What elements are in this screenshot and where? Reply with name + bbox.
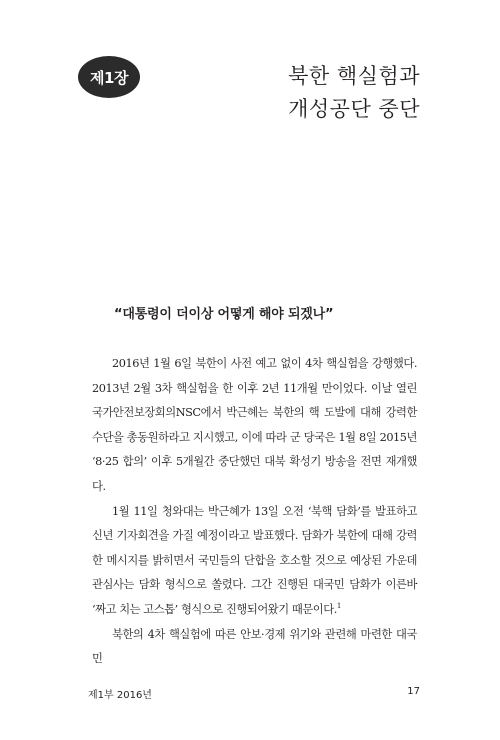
chapter-badge: 제1장 xyxy=(78,56,140,98)
paragraph xyxy=(92,500,417,623)
running-footer: 제1부 2016년 xyxy=(88,690,152,701)
section-heading: “대통령이 더이상 어떻게 해야 되겠나” xyxy=(114,307,334,322)
chapter-title-line-2: 개성공단 중단 xyxy=(288,97,420,121)
page-number: 17 xyxy=(407,686,420,697)
paragraph: 북한의 4차 핵실험에 따른 안보·경제 위기와 관련해 마련한 대국민 xyxy=(92,627,417,666)
body-text xyxy=(92,352,417,672)
chapter-title-line-1: 북한 핵실험과 xyxy=(288,64,420,88)
paragraph: 2016년 1월 6일 북한이 사전 예고 없이 4차 핵실험을 강행했다. 2013년 2월 3차 핵실험을 한 이후 2년 11개월 만이었다. 이날 열린 국가안전보장회의NSC에서 박근혜는 북한의 핵 도발에 대해 강력한 수단을 총동원하라고 지시했고, 이에 따라 군 당국은 1월 8일 2015년 ‘8·25 합의’ 이후 5개월간 중단했던 대북 확성기 방송을 전면 재개했다. xyxy=(92,357,417,493)
footnote-marker: 1 xyxy=(336,602,341,611)
chapter-title xyxy=(288,60,420,126)
paragraph-text: 1월 11일 청와대는 박근혜가 13일 오전 ‘북핵 담화’를 발표하고 신년 기자회견을 가질 예정이라고 발표했다. 담화가 북한에 대해 강력한 메시지를 밝히면서 국민들의 단합을 호소할 것으로 예상된 가운데 관심사는 담화 형식으로 쏠렸다. 그간 진행된 대국민 담화가 이른바 ‘짜고 치는 고스톱’ 형식으로 진행되어왔기 때문이다. xyxy=(92,504,417,616)
